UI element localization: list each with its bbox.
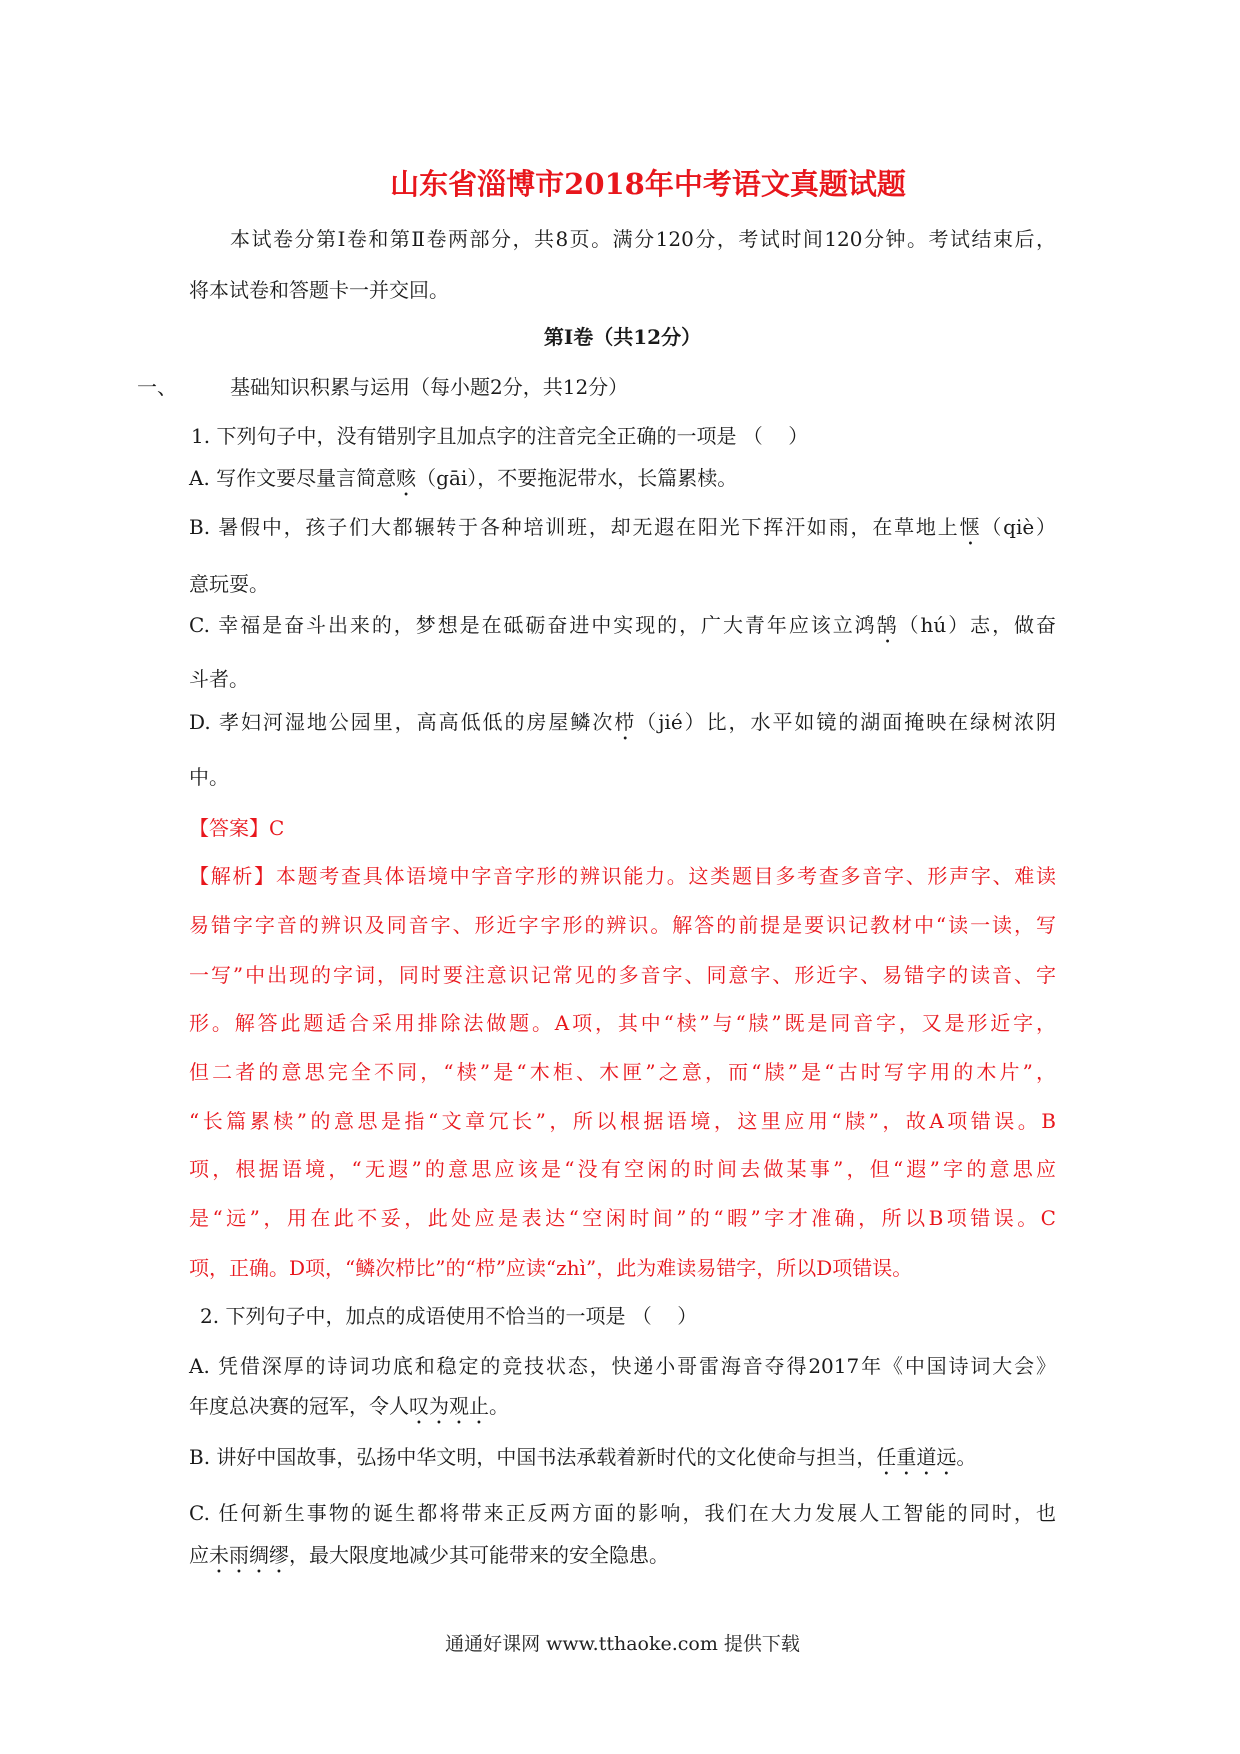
option-text: C. 幸福是奋斗出来的，梦想是在砥砺奋进中实现的，广大青年应该立鸿 <box>189 613 877 637</box>
analysis-label: 【解析】 <box>189 864 276 888</box>
dotted-character: 鹄 <box>876 613 899 637</box>
option-text: 应 <box>189 1543 209 1567</box>
option-text: （jié）比，水平如镜的湖面掩映在绿树浓阴 <box>636 710 1056 734</box>
option-text: A. 写作文要尽量言简意 <box>189 466 397 490</box>
q1-option-d-continued: 中。 <box>189 765 229 789</box>
analysis-text: 本题考查具体语境中字音字形的辨识能力。这类题目多考查多音字、形声字、难读 <box>275 864 1057 888</box>
part-number: 一、 <box>137 375 177 399</box>
q1-analysis-line: 但二者的意思完全不同，“椟”是“木柜、木匣”之意，而“牍”是“古时写字用的木片”， <box>189 1060 1056 1084</box>
option-text: B. 讲好中国故事，弘扬中华文明，中国书法承载着新时代的文化使命与担当， <box>189 1445 877 1469</box>
q2-option-c-continued <box>189 1541 1056 1569</box>
document-title: 山东省淄博市2018年中考语文真题试题 <box>390 167 906 201</box>
q2-option-a: A. 凭借深厚的诗词功底和稳定的竞技状态，快递小哥雷海音夺得2017年《中国诗词大会》 <box>189 1354 1056 1378</box>
q1-option-c-continued: 斗者。 <box>189 667 249 691</box>
dotted-character: 赅 <box>396 466 417 490</box>
option-text: （gāi），不要拖泥带水，长篇累椟。 <box>416 466 738 490</box>
q2-stem: 2. 下列句子中，加点的成语使用不恰当的一项是 （ ） <box>200 1304 698 1328</box>
option-text: ，最大限度地减少其可能带来的安全隐患。 <box>289 1543 669 1567</box>
q1-analysis-line: 项，根据语境，“无遐”的意思应该是“没有空闲的时间去做某事”，但“遐”字的意思应 <box>189 1157 1056 1181</box>
q1-option-c <box>189 611 1056 639</box>
q1-option-a <box>189 464 1056 492</box>
option-text: 。 <box>489 1394 509 1418</box>
option-text: （hú）志，做奋 <box>898 613 1056 637</box>
option-text: D. 孝妇河湿地公园里，高高低低的房屋鳞次 <box>189 710 615 734</box>
q1-option-d <box>189 708 1056 736</box>
q1-analysis-line: “长篇累椟”的意思是指“文章冗长”，所以根据语境，这里应用“牍”，故A项错误。B <box>189 1109 1056 1133</box>
q1-analysis-line: 形。解答此题适合采用排除法做题。A项，其中“椟”与“牍”既是同音字，又是形近字， <box>189 1011 1056 1035</box>
section-title: 第Ⅰ卷（共12分） <box>543 325 702 349</box>
q1-analysis-line: 一写”中出现的字词，同时要注意识记常见的多音字、同意字、形近字、易错字的读音、字 <box>189 963 1056 987</box>
q1-analysis-line <box>189 862 1056 890</box>
option-text: B. 暑假中，孩子们大都辗转于各种培训班，却无遐在阳光下挥汗如雨，在草地上 <box>189 515 960 539</box>
option-text: （qiè） <box>981 515 1057 539</box>
q1-analysis-line: 项，正确。D项，“鳞次栉比”的“栉”应读“zhì”，此为难读易错字，所以D项错误。 <box>189 1256 913 1280</box>
q1-stem: 1. 下列句子中，没有错别字且加点字的注音完全正确的一项是 （ ） <box>191 424 809 448</box>
dotted-character: 栉 <box>614 710 637 734</box>
dotted-character: 惬 <box>959 515 982 539</box>
intro-line-1: 本试卷分第Ⅰ卷和第Ⅱ卷两部分，共8页。满分120分，考试时间120分钟。考试结束后， <box>230 227 1056 251</box>
q2-option-c: C. 任何新生事物的诞生都将带来正反两方面的影响，我们在大力发展人工智能的同时，也 <box>189 1501 1056 1525</box>
dotted-idiom: 未雨绸缪 <box>209 1543 289 1567</box>
q2-option-b <box>189 1443 1056 1471</box>
option-text: 。 <box>956 1445 977 1469</box>
q1-option-b <box>189 513 1056 541</box>
dotted-idiom: 叹为观止 <box>409 1394 489 1418</box>
page-footer: 通通好课网 www.tthaoke.com 提供下载 <box>445 1633 800 1655</box>
q1-answer: 【答案】C <box>189 816 285 840</box>
part-heading: 基础知识积累与运用（每小题2分，共12分） <box>230 375 629 399</box>
dotted-idiom: 任重道远 <box>876 1445 957 1469</box>
option-text: 年度总决赛的冠军，令人 <box>189 1394 409 1418</box>
q1-option-b-continued: 意玩耍。 <box>189 572 269 596</box>
intro-line-2: 将本试卷和答题卡一并交回。 <box>189 278 449 302</box>
q1-analysis-line: 易错字字音的辨识及同音字、形近字字形的辨识。解答的前提是要识记教材中“读一读，写 <box>189 913 1056 937</box>
q1-analysis-line: 是“远”，用在此不妥，此处应是表达“空闲时间”的“暇”字才准确，所以B项错误。C <box>189 1206 1056 1230</box>
q2-option-a-continued <box>189 1392 1056 1420</box>
